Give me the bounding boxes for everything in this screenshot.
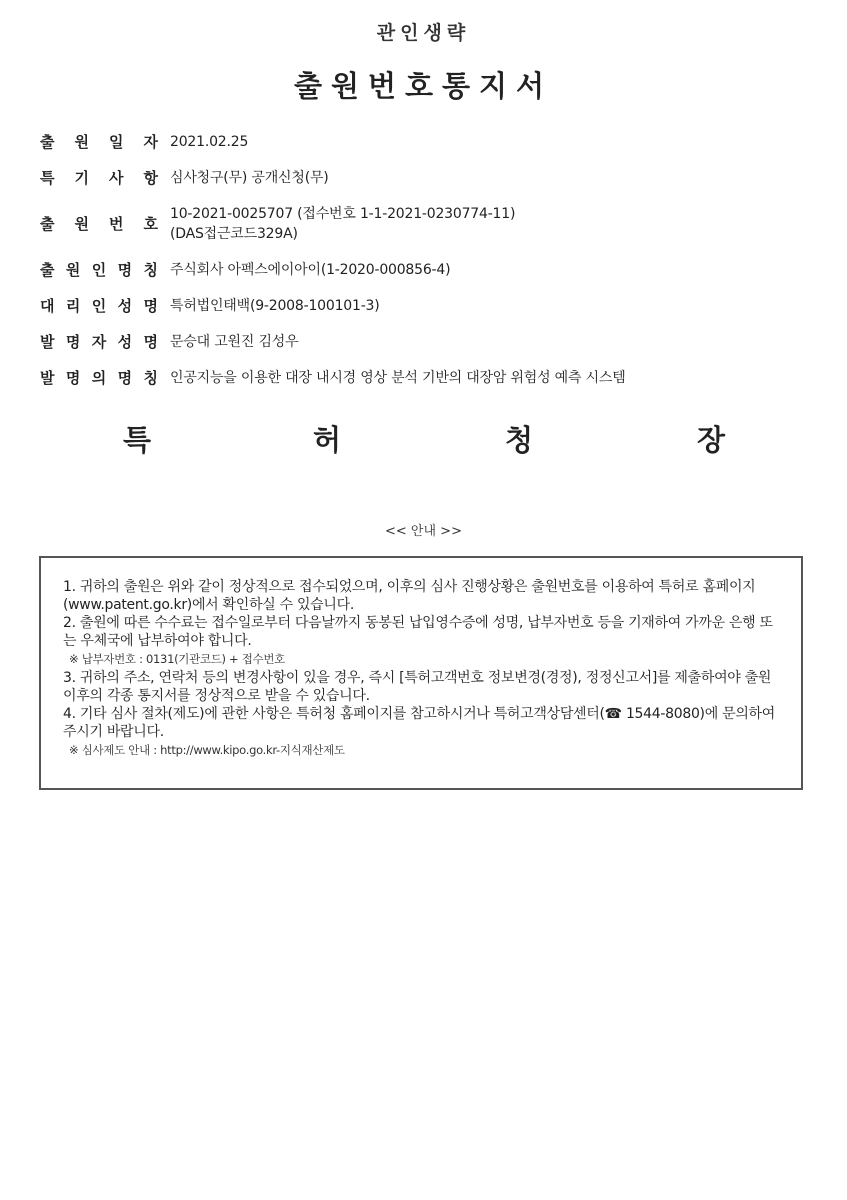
field-value: 2021.02.25 xyxy=(170,134,249,150)
notice-item-4: 4. 기타 심사 절차(제도)에 관한 사항은 특허청 홈페이지를 참고하시거나 특허고객상담센터(☎ 1544-8080)에 문의하여 주시기 바랍니다. xyxy=(63,706,775,740)
field-label-char: 자 xyxy=(143,133,158,151)
field-label-char: 자 xyxy=(91,333,107,351)
field-label-char: 발 xyxy=(40,333,55,351)
field-label-char: 출 xyxy=(40,215,55,233)
field-label-char: 리 xyxy=(65,297,81,315)
field-special-notes xyxy=(40,160,820,188)
field-label xyxy=(40,160,158,188)
field-label-char: 특 xyxy=(40,169,55,187)
field-label xyxy=(40,288,158,316)
field-label-char: 명 xyxy=(117,369,133,387)
field-label-char: 인 xyxy=(91,261,107,279)
field-label xyxy=(40,324,158,352)
field-label-char: 명 xyxy=(117,261,133,279)
notice-note-payer-number: ※ 납부자번호 : 0131(기관코드) + 접수번호 xyxy=(69,652,285,666)
field-label-char: 항 xyxy=(143,169,158,187)
field-value: 특허법인태백(9-2008-100101-3) xyxy=(170,298,380,314)
office-char: 특 xyxy=(123,423,152,457)
field-label-char: 의 xyxy=(91,369,107,387)
field-label-char: 성 xyxy=(117,333,133,351)
field-label xyxy=(40,124,158,152)
field-invention-title xyxy=(40,360,820,388)
document-title: 출원번호통지서 xyxy=(293,69,554,103)
field-label-char: 명 xyxy=(143,297,158,315)
application-fields xyxy=(40,124,820,396)
field-label-char: 사 xyxy=(109,169,124,187)
field-label-char: 대 xyxy=(40,297,55,315)
office-char: 장 xyxy=(697,423,726,457)
stamp-omitted-label: 관인생략 xyxy=(376,22,471,44)
field-label-char: 출 xyxy=(40,133,55,151)
field-agent-name xyxy=(40,288,820,316)
field-label-char: 원 xyxy=(74,215,89,233)
field-label-char: 일 xyxy=(109,133,124,151)
field-label-char: 원 xyxy=(74,133,89,151)
notice-box xyxy=(39,556,803,790)
office-char: 청 xyxy=(505,423,534,457)
field-label-char: 원 xyxy=(65,261,81,279)
field-value: 심사청구(무) 공개신청(무) xyxy=(170,170,329,186)
field-label-char: 명 xyxy=(65,369,81,387)
field-label xyxy=(40,360,158,388)
office-char: 허 xyxy=(313,423,342,457)
field-label-char: 성 xyxy=(117,297,133,315)
field-inventor-names xyxy=(40,324,820,352)
field-label-char: 명 xyxy=(143,333,158,351)
field-application-number xyxy=(40,196,820,244)
field-value: 문승대 고원진 김성우 xyxy=(170,334,299,350)
field-label-char: 번 xyxy=(109,215,124,233)
field-label-char: 칭 xyxy=(143,369,158,387)
field-applicant-name xyxy=(40,252,820,280)
field-label-char: 인 xyxy=(91,297,107,315)
notice-item-2: 2. 출원에 따른 수수료는 접수일로부터 다음날까지 동봉된 납입영수증에 성명, 납부자번호 등을 기재하여 가까운 은행 또는 우체국에 납부하여야 합니다. xyxy=(63,615,773,649)
notice-note-exam-system: ※ 심사제도 안내 : http://www.kipo.go.kr-지식재산제도 xyxy=(69,743,345,757)
issuing-office-signature xyxy=(0,418,847,458)
field-filing-date xyxy=(40,124,820,152)
field-label-char: 출 xyxy=(40,261,55,279)
field-label-char: 발 xyxy=(40,369,55,387)
notice-item-1: 1. 귀하의 출원은 위와 같이 정상적으로 접수되었으며, 이후의 심사 진행상황은 출원번호를 이용하여 특허로 홈페이지(www.patent.go.kr)에서 확인하실 수 있습니다. xyxy=(63,579,756,613)
field-value: 10-2021-0025707 (접수번호 1-1-2021-0230774-11) (DAS접근코드329A) xyxy=(170,206,516,242)
field-value: 인공지능을 이용한 대장 내시경 영상 분석 기반의 대장암 위험성 예측 시스템 xyxy=(170,370,626,386)
field-label-char: 칭 xyxy=(143,261,158,279)
notice-heading: << 안내 >> xyxy=(385,524,462,539)
field-label-char: 호 xyxy=(143,215,158,233)
field-label-char: 기 xyxy=(74,169,89,187)
field-label-char: 명 xyxy=(65,333,81,351)
notice-item-3: 3. 귀하의 주소, 연락처 등의 변경사항이 있을 경우, 즉시 [특허고객번호 정보변경(경정), 정정신고서]를 제출하여야 출원 이후의 각종 통지서를 정상적으로 받을 수 있습니다. xyxy=(63,670,772,704)
field-label xyxy=(40,196,158,234)
field-value: 주식회사 아펙스에이아이(1-2020-000856-4) xyxy=(170,262,451,278)
field-label xyxy=(40,252,158,280)
